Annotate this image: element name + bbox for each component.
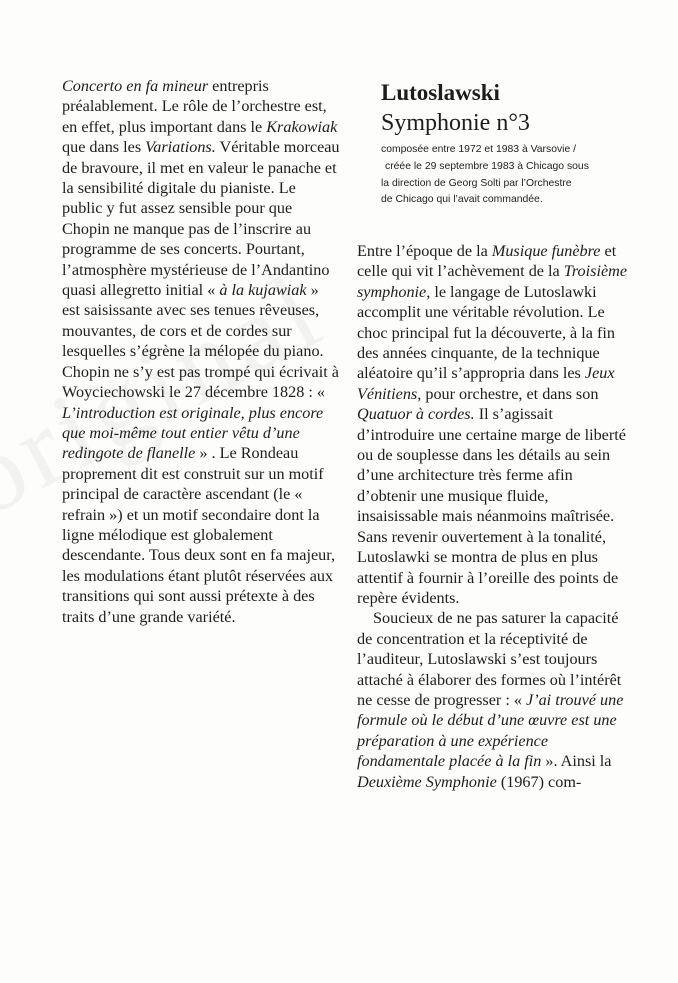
- work-details: [381, 142, 651, 209]
- italic-text: Troisième symphonie,: [357, 262, 628, 301]
- text-run: Entre l’époque de la: [357, 242, 492, 260]
- italic-text: Deuxième Symphonie: [357, 772, 497, 791]
- text-run: Il s’agissait d’introduire une certaine marge de liberté ou de souplesse dans les détails au sein d’une architecture très ferme afin d’obtenir une musique fluide, insaisissable mais néanmoins maîtrisée. Sans revenir ouvertement à la tonalité, Lutoslawki se montra de plus en plus attentif à fournir à l’oreille des points de repère évidents.: [357, 405, 626, 607]
- italic-text: Musique funèbre: [491, 242, 601, 260]
- text-run: le langage de Lutoslawki accomplit une véritable révolution. Le choc principal fut la découverte, à la fin des années cinquante, de la technique aléatoire qu’il s’appropria dans les: [357, 282, 615, 383]
- text-run: ». Ainsi la: [541, 752, 612, 771]
- left-paragraph: [62, 76, 340, 627]
- text-run: » . Le Rondeau proprement dit est construit sur un motif principal de caractère ascendant (le « refrain ») et un motif secondaire dont la ligne mélodique est globalement descendante. Tous deux sont en fa majeur, les modulations étant plutôt réservées aux transitions qui sont aussi prétexte à des traits d’une grande variété.: [62, 444, 336, 626]
- work-detail-line: de Chicago qui l’avait commandée.: [381, 194, 543, 206]
- text-run: (1967) com-: [496, 772, 582, 791]
- right-column: [357, 241, 633, 792]
- italic-text: Variations.: [145, 138, 216, 157]
- right-paragraph-1: [357, 241, 633, 608]
- work-header: [381, 79, 651, 209]
- italic-text: Concerto en fa mineur: [62, 77, 209, 95]
- text-run: entrepris préalablement. Le rôle de l’orchestre est, en effet, plus important dans le: [62, 77, 327, 136]
- italic-text: L’introduction est originale, plus encore que moi-même tout entier vêtu d’une redingote de flanelle: [62, 403, 324, 463]
- italic-text: à la kujawiak: [219, 281, 307, 300]
- work-detail-line: créée le 29 septembre 1983 à Chicago sous: [385, 160, 589, 172]
- italic-text: Krakowiak: [266, 117, 338, 136]
- italic-text: Jeux Vénitiens,: [357, 364, 615, 403]
- text-run: pour orchestre, et dans son: [421, 384, 599, 403]
- text-run: que dans les: [62, 138, 146, 157]
- text-run: et celle qui vit l’achèvement de la: [357, 242, 617, 281]
- right-paragraph-2: [357, 608, 633, 792]
- work-detail-line: composée entre 1972 et 1983 à Varsovie /: [381, 144, 577, 155]
- italic-text: Quatuor à cordes.: [357, 405, 475, 424]
- italic-text: J’ai trouvé une formule où le début d’une œuvre est une préparation à une expérience fondamentale placée à la fin: [357, 690, 624, 771]
- left-column: [62, 76, 340, 627]
- composer-name: Lutoslawski: [381, 80, 500, 105]
- work-detail-line: la direction de Georg Solti par l’Orchestre: [381, 177, 572, 189]
- work-title: Symphonie n°3: [381, 110, 530, 136]
- text-run: » est saisissante avec ses tenues rêveuses, mouvantes, de cors et de cordes sur lesquelles s’égrène la mélopée du piano. Chopin ne s’y est pas trompé qui écrivait à Woyciechowski le 27 décembre 1828 : «: [62, 281, 339, 402]
- text-run: Soucieux de ne pas saturer la capacité de concentration et la réceptivité de l’auditeur, Lutoslawski s’est toujours attaché à élaborer des formes où l’intérêt ne cesse de progresser : «: [357, 609, 622, 709]
- text-run: Véritable morceau de bravoure, il met en valeur le panache et la sensibilité digitale du pianiste. Le public y fut assez sensible pour que Chopin ne manque pas de l’inscrire au programme de ses concerts. Pourtant, l’atmosphère mystérieuse de l’Andantino quasi allegretto initial «: [62, 138, 340, 300]
